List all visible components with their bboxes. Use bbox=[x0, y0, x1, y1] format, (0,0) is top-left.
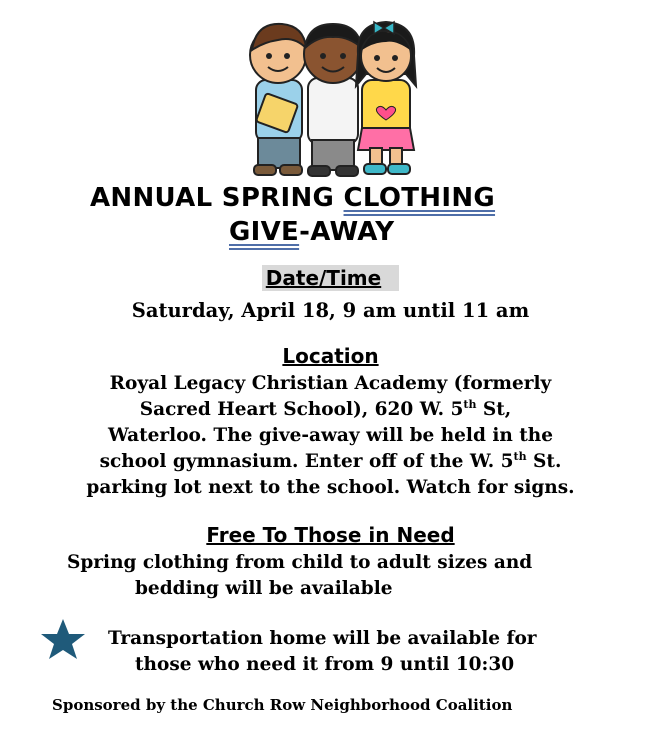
children-clipart bbox=[238, 10, 428, 182]
free-heading-row bbox=[0, 523, 661, 547]
location-line-4-sup: th bbox=[513, 449, 527, 463]
location-heading-row bbox=[0, 344, 661, 368]
sponsor-text: Sponsored by the Church Row Neighborhood Coalition bbox=[52, 696, 513, 714]
location-line-4a: school gymnasium. Enter off of the W. 5 bbox=[99, 451, 514, 472]
datetime-text: Saturday, April 18, 9 am until 11 am bbox=[131, 299, 530, 322]
title-word-give: GIVE bbox=[229, 217, 300, 247]
girl-right-figure bbox=[356, 22, 416, 174]
location-line-4 bbox=[0, 449, 661, 475]
location-line-5: parking lot next to the school. Watch for signs. bbox=[86, 477, 575, 498]
location-block bbox=[0, 371, 661, 501]
free-line-2: bedding will be available bbox=[135, 578, 393, 599]
transport-line-2: those who need it from 9 until 10:30 bbox=[135, 654, 515, 675]
star-icon bbox=[40, 617, 86, 661]
location-line-2a: Sacred Heart School), 620 W. 5 bbox=[139, 399, 464, 420]
location-line-2-sup: th bbox=[463, 397, 477, 411]
title-word-annual-spring: ANNUAL SPRING bbox=[90, 183, 344, 213]
datetime-heading: Date/Time bbox=[262, 265, 399, 291]
location-line-2 bbox=[0, 397, 661, 423]
transport-line-1: Transportation home will be available for bbox=[108, 628, 537, 649]
location-heading: Location bbox=[282, 344, 379, 368]
free-heading: Free To Those in Need bbox=[206, 523, 455, 547]
boy-middle-figure bbox=[304, 24, 362, 176]
event-title-line-2 bbox=[229, 217, 394, 247]
title-word-clothing: CLOTHING bbox=[343, 183, 496, 213]
location-line-2b: St, bbox=[476, 399, 512, 420]
datetime-heading-row bbox=[0, 266, 661, 290]
free-line-1: Spring clothing from child to adult sizes and bbox=[67, 552, 533, 573]
location-line-1: Royal Legacy Christian Academy (formerly bbox=[109, 373, 552, 394]
location-line-4b: St. bbox=[526, 451, 562, 472]
location-line-3: Waterloo. The give-away will be held in the bbox=[107, 425, 554, 446]
boy-left-figure bbox=[250, 24, 306, 175]
title-word-away: -AWAY bbox=[299, 217, 395, 247]
event-title bbox=[90, 183, 570, 213]
